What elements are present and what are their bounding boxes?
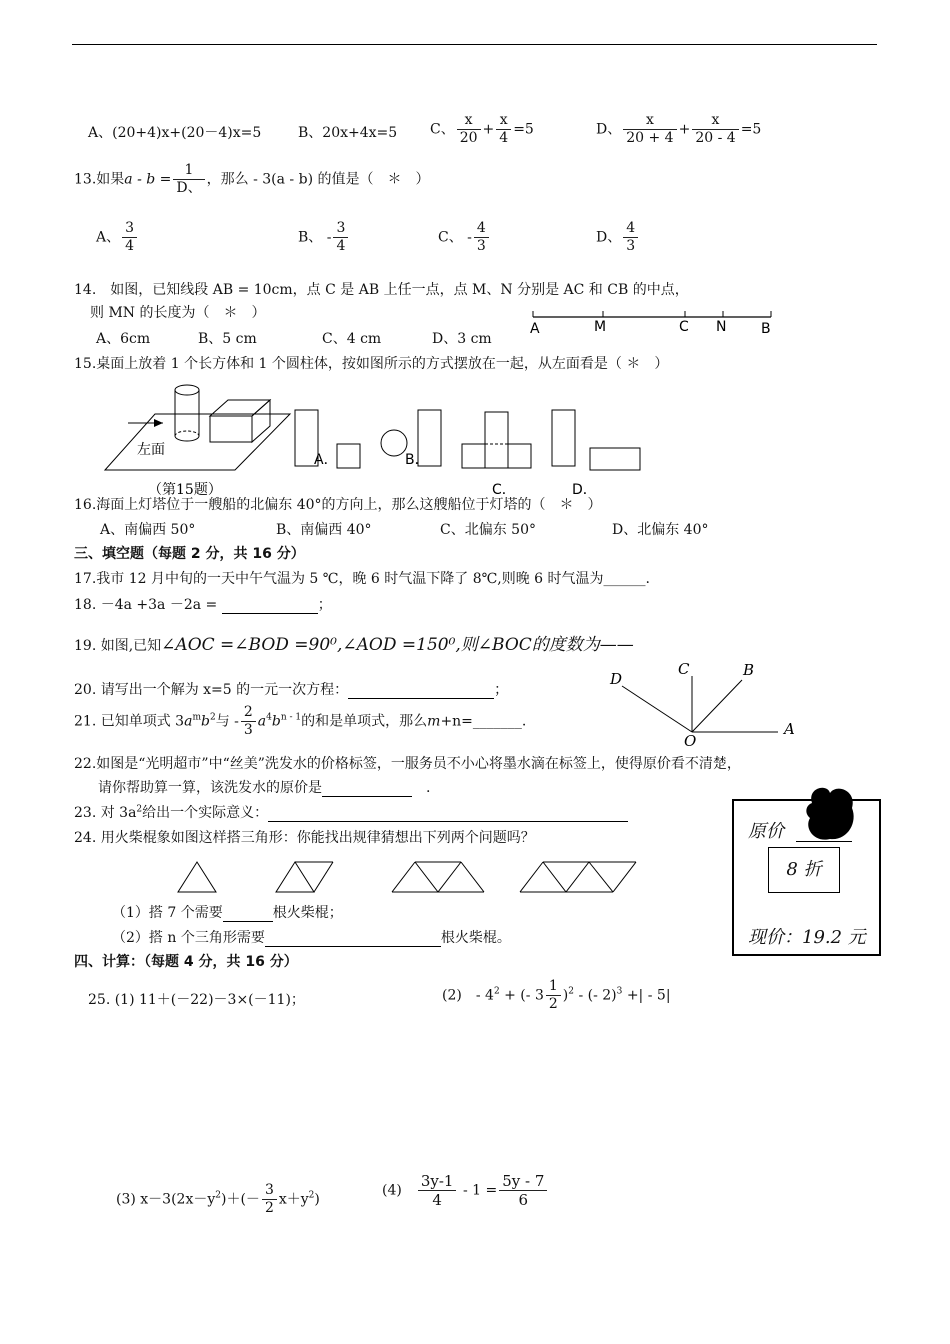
segment-figure: [525, 305, 785, 337]
ray-d-label: D: [610, 670, 623, 688]
q15-label-b: B．: [405, 452, 429, 468]
current-price-label: 现价：19.2 元: [748, 927, 866, 948]
q14-option-d: D、3 cm: [432, 331, 492, 347]
q15-figure: [100, 378, 660, 496]
left-view-label: 左面: [137, 442, 165, 458]
q12-option-a: A、(20+4)x+(20－4)x=5: [88, 125, 262, 141]
point-m-label: M: [594, 319, 607, 335]
q19: 19. 如图,已知∠AOC =∠BOD =90⁰,∠AOD =150⁰,则∠BOC的度数为——: [74, 635, 634, 655]
q12-option-d: D、 $\frac{x}{20 + 4}$ + $\frac{x}{20 - 4}$ =5: [596, 112, 762, 146]
discount-box: [768, 847, 840, 893]
point-c-label: C: [679, 319, 689, 335]
q22-line1: 22.如图是“光明超市”中“丝美”洗发水的价格标签，一服务员不小心将墨水滴在标签上，使得原价看不清楚，: [74, 756, 741, 772]
q25-part4: (4) $\frac{3y-1}{4}$ - 1 = $\frac{5y - 7}{6}$: [382, 1172, 549, 1209]
q24-part2: （2）搭 n 个三角形需要 根火柴棍。: [112, 930, 511, 946]
discount-label: 8 折: [786, 859, 822, 880]
q14-line2: 则 MN 的长度为（ ＊ ）: [90, 305, 266, 321]
q14-option-a: A、6cm: [96, 331, 151, 347]
q16-option-b: B、南偏西 40°: [276, 522, 372, 538]
angle-figure: [600, 658, 800, 748]
q16-option-d: D、北偏东 40°: [612, 522, 709, 538]
q13-option-c: C、 - $\frac{4}{3}$: [438, 220, 491, 255]
q15-label-d: D．: [572, 482, 597, 496]
point-b-label: B: [761, 321, 771, 337]
q15-label-a: A．: [314, 452, 338, 468]
matchstick-triangles: [170, 858, 650, 900]
point-a-label: A: [530, 321, 540, 337]
vertex-o-label: O: [684, 732, 697, 748]
q13-option-a: A、 $\frac{3}{4}$: [96, 220, 139, 255]
q25-part1: 25. (1) 11＋(－22)－3×(－11)；: [88, 992, 305, 1008]
q14-line1: 14. 如图，已知线段 AB = 10cm，点 C 是 AB 上任一点，点 M、N 分别是 AC 和 CB 的中点，: [74, 282, 689, 298]
q22-line2: 请你帮助算一算，该洗发水的原价是 .: [98, 780, 431, 796]
q25-part2: (2) - $4^2$ + (- 3 $\frac{1}{2}$ )$^2$ - (- 2)$^3$ +| - 5|: [442, 978, 671, 1012]
q13-option-b: B、 - $\frac{3}{4}$: [298, 220, 350, 255]
q12-option-b: B、20x+4x=5: [298, 125, 398, 141]
q21: 21. 已知单项式 $3a^mb^2$与 - $\frac{2}{3}$ $a^4b^{n - 1}$的和是单项式，那么m+n=_______.: [74, 704, 527, 738]
q13-question: 13.如果a - b = $\frac{1}{D、}$ ，那么 - 3(a - b) 的值是（ ＊ ）: [74, 162, 430, 196]
ray-c-label: C: [678, 660, 690, 678]
q13-option-d: D、 $\frac{4}{3}$: [596, 220, 640, 255]
header-rule: [72, 44, 877, 45]
price-tag: [732, 799, 881, 956]
section-4-title: 四、计算：（每题 4 分，共 16 分）: [74, 954, 298, 970]
q15-question: 15.桌面上放着 1 个长方体和 1 个圆柱体，按如图所示的方式摆放在一起，从左面看是（ ＊ ）: [74, 356, 669, 372]
q15-caption: （第15题）: [148, 482, 222, 496]
q15-label-c: C．: [492, 482, 516, 496]
ray-b-label: B: [743, 661, 755, 679]
q18: 18. －4a +3a －2a = ；: [74, 597, 332, 613]
q16-question: 16.海面上灯塔位于一艘船的北偏东 40°的方向上，那么这艘船位于灯塔的（ ＊ ）: [74, 497, 602, 513]
original-price-label: 原价: [748, 821, 784, 842]
q17: 17.我市 12 月中旬的一天中午气温为 5 ℃，晚 6 时气温下降了 8℃,则晚 6 时气温为______.: [74, 571, 650, 587]
q14-option-b: B、5 cm: [198, 331, 257, 347]
ray-a-label: A: [784, 720, 795, 738]
q16-option-a: A、南偏西 50°: [100, 522, 196, 538]
q23: 23. 对 $3a^2$给出一个实际意义：: [74, 802, 628, 822]
ink-blot: [802, 783, 858, 843]
section-3-title: 三、填空题（每题 2 分，共 16 分）: [74, 546, 305, 562]
q25-part3: (3) $x-3(2x-y^2)+(-$ $\frac{3}{2}$ $x+y^2$): [116, 1182, 320, 1216]
q20: 20. 请写出一个解为 x=5 的一元一次方程： ；: [74, 682, 509, 698]
q24-part1: （1）搭 7 个需要 根火柴棍；: [112, 905, 343, 921]
q12-option-c: C、 $\frac{x}{20}$ + $\frac{x}{4}$ =5: [430, 112, 534, 146]
q24-question: 24. 用火柴棍象如图这样搭三角形：你能找出规律猜想出下列两个问题吗？: [74, 830, 535, 846]
q16-option-c: C、北偏东 50°: [440, 522, 536, 538]
q14-option-c: C、4 cm: [322, 331, 382, 347]
point-n-label: N: [716, 319, 727, 335]
